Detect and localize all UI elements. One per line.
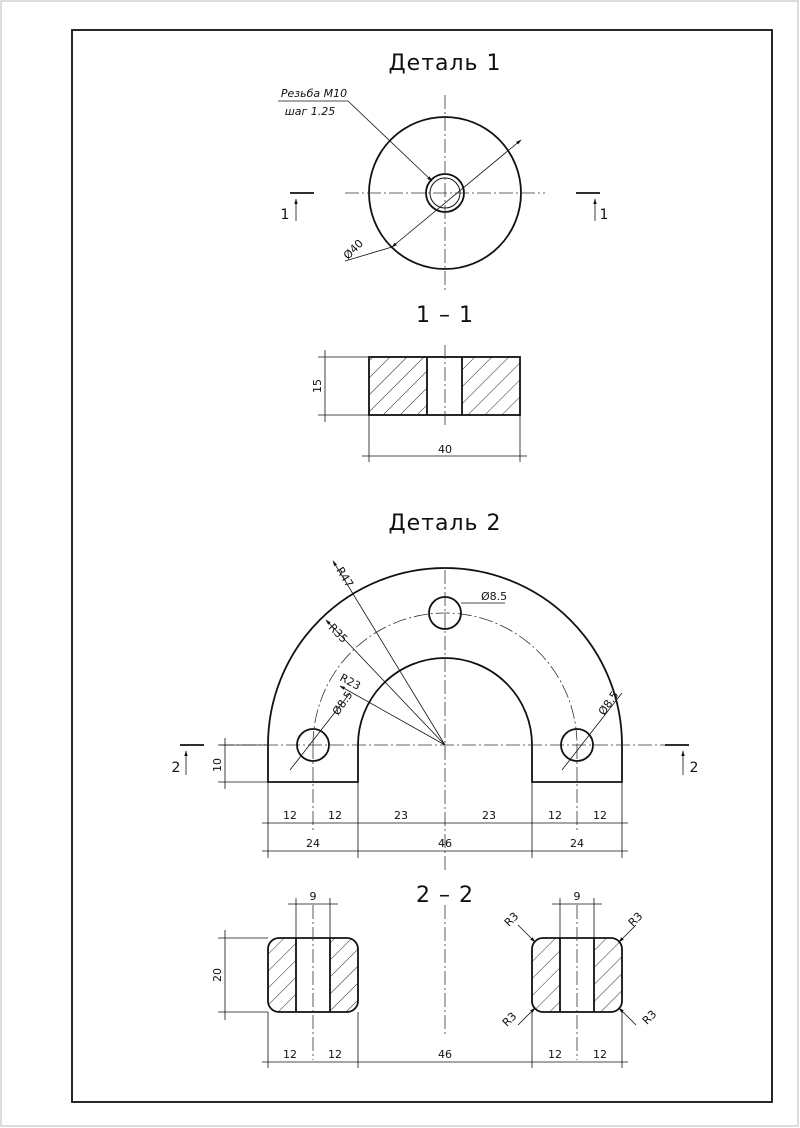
svg-text:R3: R3 — [625, 909, 646, 930]
part2-title: Деталь 2 — [388, 511, 502, 536]
svg-text:12: 12 — [548, 1048, 562, 1061]
section1-view — [369, 345, 520, 428]
diameter-dimension — [341, 140, 521, 262]
svg-text:40: 40 — [438, 443, 452, 456]
dim-row1-4: 12 — [548, 809, 562, 822]
section2-height-dim — [211, 930, 268, 1020]
dim-row2-1: 46 — [438, 837, 452, 850]
svg-text:2: 2 — [689, 760, 699, 776]
svg-text:15: 15 — [311, 379, 324, 393]
svg-text:R3: R3 — [639, 1007, 660, 1028]
svg-text:46: 46 — [438, 1048, 452, 1061]
dim-row2-0: 24 — [306, 837, 320, 850]
section-marker-1-right — [576, 193, 608, 223]
svg-text:20: 20 — [211, 968, 224, 982]
section2-title: 2 – 2 — [416, 883, 474, 908]
dim-row1-3: 23 — [482, 809, 496, 822]
radius-r47: R47 — [333, 564, 356, 590]
section2-left-block — [268, 905, 358, 1060]
svg-text:12: 12 — [283, 1048, 297, 1061]
dim-row1-5: 12 — [593, 809, 607, 822]
radius-leaders — [326, 561, 445, 745]
svg-text:12: 12 — [328, 1048, 342, 1061]
page-border — [1, 1, 798, 1126]
part1-diameter-label: Ø40 — [340, 236, 367, 263]
svg-text:9: 9 — [573, 890, 581, 903]
dim-row1-2: 23 — [394, 809, 408, 822]
svg-text:R3: R3 — [499, 1009, 520, 1030]
thread-note-line1: Резьба М10 — [280, 87, 348, 100]
dim-row1-0: 12 — [283, 809, 297, 822]
svg-text:Ø8.5: Ø8.5 — [595, 688, 622, 718]
section-marker-2-left — [172, 745, 204, 776]
thread-note-line2: шаг 1.25 — [284, 105, 336, 118]
section-marker-2-right — [665, 745, 698, 776]
dim-row2-2: 24 — [570, 837, 584, 850]
section2-right-block — [532, 905, 622, 1060]
thread-callout — [278, 87, 432, 181]
dim-row1-1: 12 — [328, 809, 342, 822]
part2-height-dim — [211, 738, 268, 789]
svg-text:9: 9 — [309, 890, 317, 903]
svg-text:10: 10 — [211, 758, 224, 772]
svg-text:1: 1 — [280, 207, 290, 223]
svg-text:2: 2 — [171, 760, 181, 776]
section-marker-1-left — [281, 193, 314, 223]
svg-text:1: 1 — [599, 207, 609, 223]
radius-r23: R23 — [337, 671, 363, 693]
svg-text:Ø8.5: Ø8.5 — [329, 688, 356, 718]
section1-height-dim — [311, 350, 369, 422]
part1-top-view — [345, 95, 545, 290]
svg-text:12: 12 — [593, 1048, 607, 1061]
part1-title: Деталь 1 — [388, 51, 502, 76]
svg-text:Ø8.5: Ø8.5 — [481, 590, 508, 603]
part2-front-view — [220, 568, 665, 870]
drawing-frame — [72, 30, 772, 1102]
section1-width-dim — [362, 415, 527, 462]
radius-r35: R35 — [325, 621, 351, 646]
section1-title: 1 – 1 — [416, 303, 474, 328]
svg-text:R3: R3 — [501, 909, 522, 930]
